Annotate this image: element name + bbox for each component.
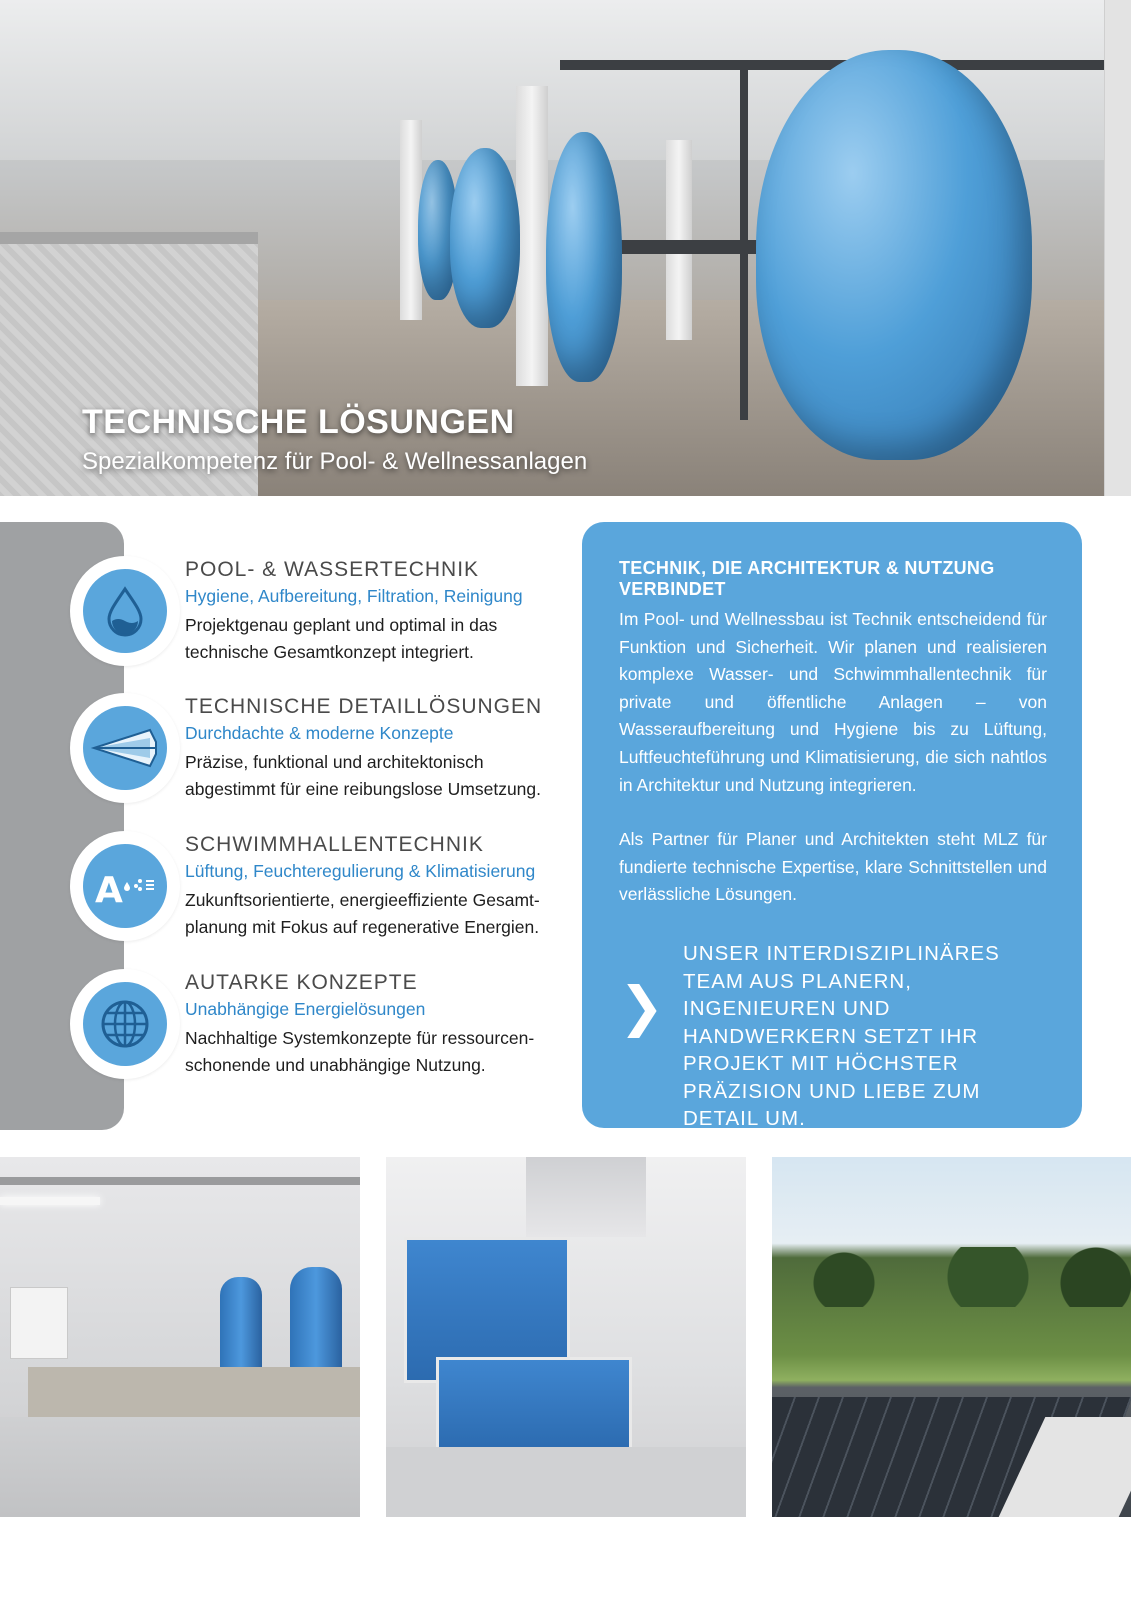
feature-autarkic-concepts — [0, 969, 560, 1081]
photo-water-treatment-room — [0, 1157, 360, 1517]
feature-title: AUTARKE KONZEPTE — [185, 971, 418, 994]
feature-badge — [70, 969, 180, 1079]
feature-pool-hall — [0, 831, 560, 943]
feature-subtitle: Hygiene, Aufbereitung, Filtration, Reinigung — [185, 586, 523, 606]
feature-title: TECHNISCHE DETAILLÖSUNGEN — [185, 695, 543, 718]
photo-control-cabinet — [10, 1287, 68, 1359]
climate-icon — [83, 844, 167, 928]
hero-tank — [756, 50, 1032, 460]
hero-wall — [1104, 0, 1131, 496]
hero-tank — [450, 148, 520, 328]
photo-basin — [28, 1367, 360, 1417]
photo-floor — [0, 1417, 360, 1517]
feature-description: Zukunftsorientierte, energieeffiziente Gesamt-planung mit Fokus auf regenerative Energien. — [185, 890, 540, 937]
hero-tank — [546, 132, 622, 382]
feature-badge — [70, 831, 180, 941]
hero-pipe — [620, 240, 760, 254]
info-paragraph: Im Pool- und Wellnessbau ist Technik entscheidend für Funktion und Sicherheit. Wir planen und realisieren komplexe Wasser- und Schwimmhallentechnik für private und öffentliche Anlagen – von Wasseraufbereitung und Hygiene bis zu Lüftung, Luftfeuchteführung und Klimatisierung, die sich nahtlos in Architektur und Nutzung integrieren. — [619, 609, 1047, 795]
water-drop-icon — [83, 569, 167, 653]
hero-text — [82, 403, 587, 476]
feature-title: POOL- & WASSERTECHNIK — [185, 558, 480, 581]
feature-subtitle: Lüftung, Feuchteregulierung & Klimatisierung — [185, 861, 536, 881]
feature-description: Präzise, funktional und architektonisch abgestimmt für eine reibungslose Umsetzung. — [185, 752, 542, 799]
info-content — [619, 558, 1047, 909]
feature-subtitle: Durchdachte & moderne Konzepte — [185, 723, 454, 743]
feature-badge — [70, 693, 180, 803]
info-paragraph: Als Partner für Planer und Architekten steht MLZ für fundierte technische Expertise, klare Schnittstellen und verlässliche Lösungen. — [619, 829, 1047, 905]
photo-tree-line — [772, 1247, 1131, 1307]
photo-solar-roof — [772, 1157, 1131, 1517]
feature-badge — [70, 556, 180, 666]
svg-text:A: A — [95, 870, 123, 911]
photo-lamp — [0, 1197, 100, 1205]
photo-floor — [386, 1447, 746, 1517]
page-subtitle: Spezialkompetenz für Pool- & Wellnessanlagen — [82, 448, 588, 475]
chevron-right-icon: ❯ — [619, 977, 665, 1037]
feature-detail-solutions — [0, 693, 560, 805]
feature-text — [185, 558, 555, 666]
photo-ceiling-pipe — [0, 1177, 360, 1185]
info-box — [582, 522, 1082, 1128]
globe-icon — [83, 982, 167, 1066]
pen-nib-icon — [83, 706, 167, 790]
hero-photo — [0, 0, 1131, 496]
feature-pool-water — [0, 556, 560, 668]
feature-text — [185, 833, 555, 941]
feature-description: Projektgenau geplant und optimal in das technische Gesamtkonzept integriert. — [185, 615, 498, 662]
team-callout — [619, 940, 1059, 1130]
hero-pillar — [516, 86, 548, 386]
feature-subtitle: Unabhängige Energielösungen — [185, 999, 426, 1019]
feature-text — [185, 971, 555, 1079]
photo-air-handler — [436, 1357, 632, 1453]
photo-ventilation-unit — [386, 1157, 746, 1517]
feature-text — [185, 695, 555, 803]
feature-description: Nachhaltige Systemkonzepte für ressourcen-schonende und unabhängige Nutzung. — [185, 1028, 535, 1075]
hero-pipe — [740, 60, 748, 420]
page-title: TECHNISCHE LÖSUNGEN — [82, 403, 515, 441]
callout-text: UNSER INTERDISZIPLINÄRES TEAM AUS PLANERN, INGENIEUREN UND HANDWERKERN SETZT IHR PROJEKT MIT HÖCHSTER PRÄZISION UND LIEBE ZUM DETAIL UM. — [683, 942, 1000, 1130]
info-heading: TECHNIK, DIE ARCHITEKTUR & NUTZUNG VERBINDET — [619, 558, 995, 599]
photo-duct — [526, 1157, 646, 1237]
feature-title: SCHWIMMHALLENTECHNIK — [185, 833, 484, 856]
